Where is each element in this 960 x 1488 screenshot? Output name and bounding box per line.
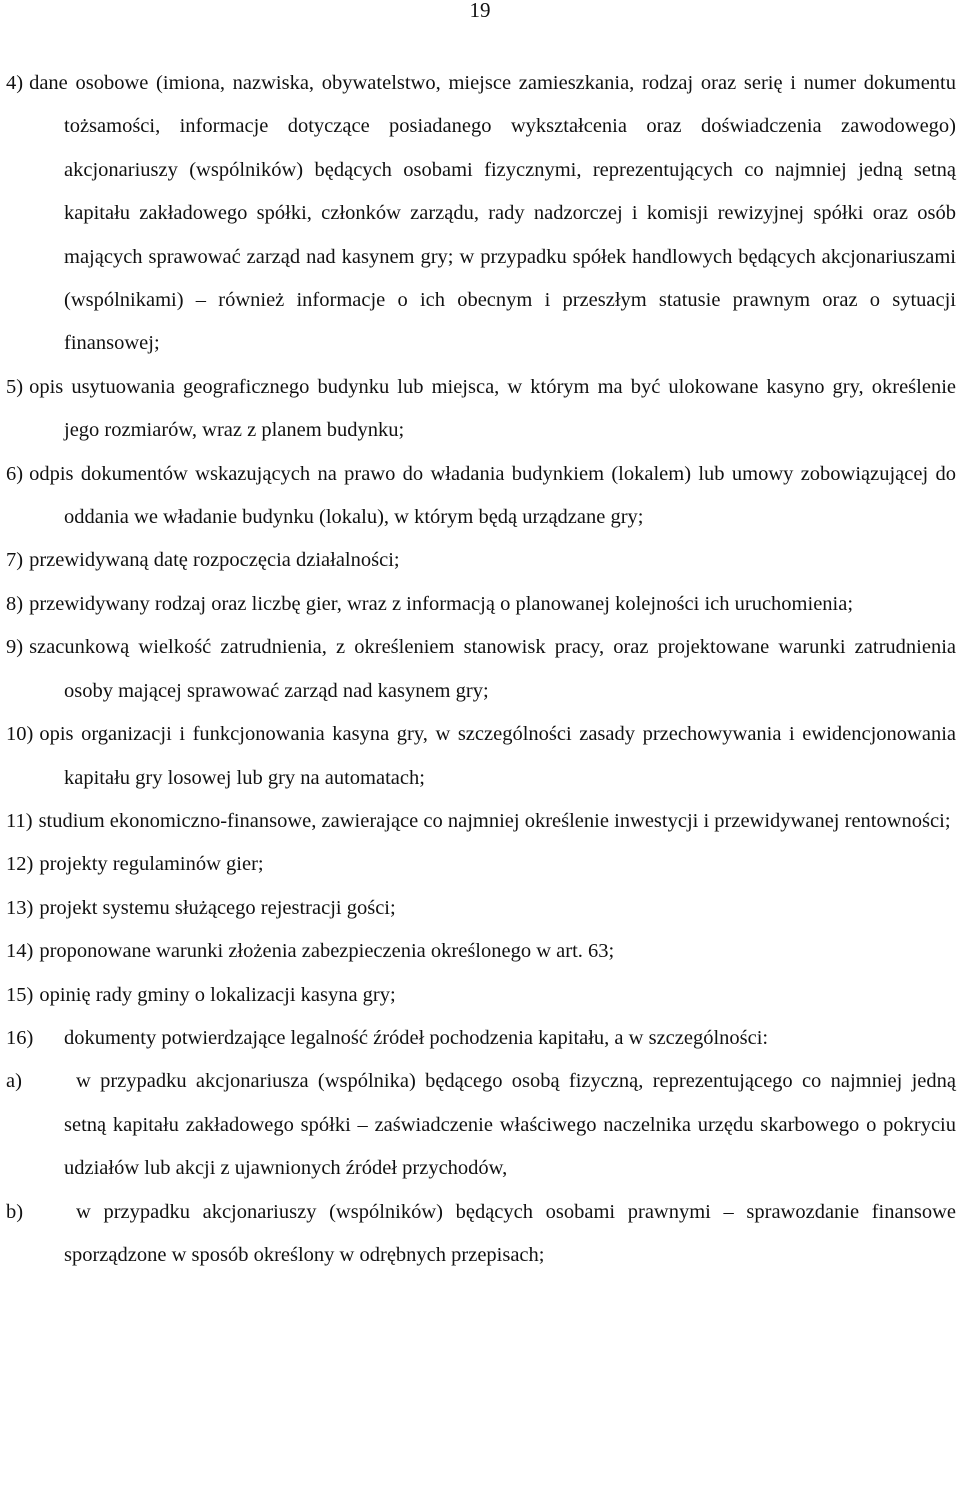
list-item-label: 8) bbox=[6, 592, 24, 615]
list-item-text: przewidywaną datę rozpoczęcia działalności; bbox=[29, 549, 400, 572]
list-item-label: 15) bbox=[6, 983, 34, 1006]
list-item-8 bbox=[6, 583, 956, 626]
document-body bbox=[6, 62, 956, 1277]
list-item-14 bbox=[6, 930, 956, 973]
list-item-16 bbox=[6, 1017, 956, 1060]
list-item-7 bbox=[6, 539, 956, 582]
list-item-text: studium ekonomiczno-finansowe, zawierające co najmniej określenie inwestycji i przewidywanej rentowności; bbox=[38, 809, 951, 832]
list-item-text: odpis dokumentów wskazujących na prawo do władania budynkiem (lokalem) lub umowy zobowiązującej do oddania we władanie budynku (lokalu), w którym będą urządzane gry; bbox=[29, 462, 956, 529]
list-item-text: w przypadku akcjonariuszy (wspólników) będących osobami prawnymi – sprawozdanie finansowe sporządzone w sposób określony w odrębnych przepisach; bbox=[64, 1200, 956, 1266]
list-item-text: proponowane warunki złożenia zabezpieczenia określonego w art. 63; bbox=[39, 940, 615, 963]
list-item-5 bbox=[6, 366, 956, 453]
list-subitem-a bbox=[6, 1060, 956, 1190]
list-item-label: 5) bbox=[6, 375, 24, 398]
list-item-text: szacunkową wielkość zatrudnienia, z określeniem stanowisk pracy, oraz projektowane warunki zatrudnienia osoby mającej sprawować zarząd nad kasynem gry; bbox=[29, 636, 956, 702]
list-item-13 bbox=[6, 887, 956, 930]
list-item-text: opis usytuowania geograficznego budynku lub miejsca, w którym ma być ulokowane kasyno gry, określenie jego rozmiarów, wraz z planem budynku; bbox=[29, 375, 956, 442]
list-item-text: projekt systemu służącego rejestracji gości; bbox=[39, 896, 396, 919]
list-item-text: projekty regulaminów gier; bbox=[39, 853, 264, 876]
list-item-9 bbox=[6, 626, 956, 713]
list-subitem-b bbox=[6, 1191, 956, 1278]
list-item-label: 4) bbox=[6, 72, 24, 94]
list-item-text: dane osobowe (imiona, nazwiska, obywatelstwo, miejsce zamieszkania, rodzaj oraz serię i numer dokumentu tożsamości, informacje dotyczące posiadanego wykształcenia oraz doświadczenia zawodowego) akcjonariuszy (wspólników) będących osobami fizycznymi, reprezentujących co najmniej jedną setną kapitału zakładowego spółki, członków zarządu, rady nadzorczej i komisji rewizyjnej spółki oraz osób mających sprawować zarząd nad kasynem gry; w przypadku spółek handlowych będących akcjonariuszami (wspólnikami) – również informacje o ich obecnym i przeszłym statusie prawnym oraz o sytuacji finansowej; bbox=[29, 72, 956, 355]
list-item-text: w przypadku akcjonariusza (wspólnika) będącego osobą fizyczną, reprezentującego co najmniej jedną setną kapitału zakładowego spółki – zaświadczenie właściwego naczelnika urzędu skarbowego o pokryciu udziałów lub akcji z ujawnionych źródeł przychodów, bbox=[64, 1070, 956, 1180]
list-item-label: 10) bbox=[6, 723, 34, 746]
list-item-label: 14) bbox=[6, 940, 34, 963]
list-item-15 bbox=[6, 974, 956, 1017]
list-item-10 bbox=[6, 713, 956, 800]
list-item-6 bbox=[6, 453, 956, 540]
list-item-label: 6) bbox=[6, 462, 24, 485]
list-item-12 bbox=[6, 843, 956, 886]
list-item-text: opis organizacji i funkcjonowania kasyna gry, w szczególności zasady przechowywania i ewidencjonowania kapitału gry losowej lub gry na automatach; bbox=[39, 723, 956, 789]
list-item-label: a) bbox=[6, 1070, 22, 1093]
list-item-text: przewidywany rodzaj oraz liczbę gier, wraz z informacją o planowanej kolejności ich uruchomienia; bbox=[29, 592, 854, 615]
list-item-label: b) bbox=[6, 1200, 24, 1223]
list-item-label: 12) bbox=[6, 853, 34, 876]
list-item-label: 9) bbox=[6, 636, 24, 659]
list-item-text: opinię rady gminy o lokalizacji kasyna gry; bbox=[39, 983, 396, 1006]
list-item-label: 7) bbox=[6, 549, 24, 572]
list-item-text: dokumenty potwierdzające legalność źródeł pochodzenia kapitału, a w szczególności: bbox=[64, 1026, 769, 1049]
page-number: 19 bbox=[469, 0, 491, 22]
list-item-4 bbox=[6, 62, 956, 366]
list-item-11 bbox=[6, 800, 956, 843]
list-item-label: 13) bbox=[6, 896, 34, 919]
list-item-label: 16) bbox=[6, 1026, 34, 1049]
list-item-label: 11) bbox=[6, 809, 33, 832]
